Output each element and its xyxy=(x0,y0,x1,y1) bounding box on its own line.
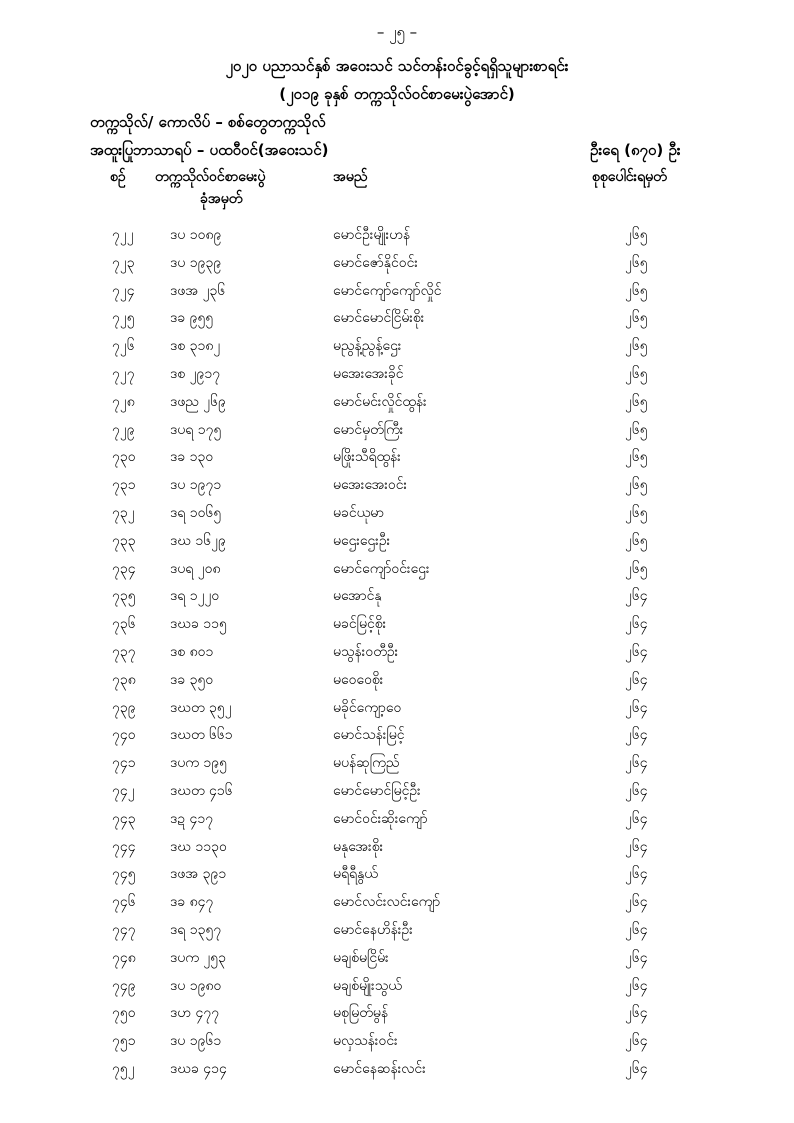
row-number: ၇၃၁ xyxy=(112,477,136,494)
row-number: ၇၅၀ xyxy=(112,1005,136,1022)
roll-number: ဒဍ ၄၁၇ xyxy=(170,810,214,827)
roll-number: ဒပ ၁၉၆၁ xyxy=(170,1033,222,1050)
table-row xyxy=(0,332,794,360)
student-name: မောင်မှတ်ကြီး xyxy=(333,421,404,438)
total-mark: ၂၆၄ xyxy=(625,644,648,660)
total-mark: ၂၆၅ xyxy=(625,227,648,243)
row-number: ၇၃၇ xyxy=(112,644,136,660)
total-mark: ၂၆၄ xyxy=(625,1061,648,1077)
roll-number: ဒဃတ ၃၅၂ xyxy=(170,699,232,716)
total-mark: ၂၆၅ xyxy=(625,477,648,494)
table-row xyxy=(0,721,794,749)
total-mark: ၂၆၅ xyxy=(625,421,648,438)
roll-number: ဒပက ၂၅၃ xyxy=(170,949,227,966)
table-row xyxy=(0,777,794,805)
roll-number: ဒခ ၉၅၅ xyxy=(170,310,214,327)
table-row xyxy=(0,694,794,722)
table-row xyxy=(0,499,794,527)
row-number: ၇၄၉ xyxy=(112,977,136,994)
row-number: ၇၄၂ xyxy=(112,783,135,799)
student-name: မလှသန်းဝင်း xyxy=(333,1033,398,1050)
row-number: ၇၃၂ xyxy=(112,505,135,521)
table-row xyxy=(0,582,794,610)
row-number: ၇၂၉ xyxy=(112,421,135,438)
table-row xyxy=(0,416,794,444)
roll-number: ဒပ ၁၀၈၉ xyxy=(170,227,222,243)
table-row xyxy=(0,304,794,332)
row-number: ၇၅၁ xyxy=(112,1033,136,1050)
row-number: ၇၃၃ xyxy=(112,532,136,549)
total-mark: ၂၆၄ xyxy=(625,755,648,772)
student-name: မောင်မောင်ငြိမ်းစိုး xyxy=(333,310,425,327)
row-number: ၇၄၅ xyxy=(112,866,136,883)
student-name: မောင်ဇော်နိုင်ဝင်း xyxy=(333,254,418,271)
total-mark: ၂၆၄ xyxy=(625,838,648,855)
total-mark: ၂၆၅ xyxy=(625,282,648,299)
student-name: မအောင်နု xyxy=(333,588,382,605)
row-number: ၇၅၂ xyxy=(112,1061,135,1077)
table-row xyxy=(0,1027,794,1055)
table-row xyxy=(0,860,794,888)
university-line: တက္ကသိုလ်/ ကောလိပ် – စစ်တွေတက္ကသိုလ် xyxy=(90,113,326,131)
total-mark: ၂၆၄ xyxy=(625,949,648,966)
row-number: ၇၂၃ xyxy=(112,254,135,271)
student-name: မစုမြတ်မွန် xyxy=(333,1005,389,1022)
total-mark: ၂၆၄ xyxy=(625,1033,648,1050)
row-number: ၇၄၇ xyxy=(112,922,136,938)
student-name: မောင်ဝင်းဆိုးကျော် xyxy=(333,810,428,827)
roll-number: ဒရ ၁၃၅၇ xyxy=(170,922,222,938)
total-mark: ၂၆၅ xyxy=(625,310,648,327)
student-name: မအေးအေးခိုင် xyxy=(333,366,404,382)
roll-number: ဒဖအ ၂၃၆ xyxy=(170,282,226,299)
student-name: မောင်မင်းလှိုင်ထွန်း xyxy=(333,393,427,410)
student-name: မချစ်မငြိမ်း xyxy=(333,949,389,966)
student-name: မခင်မြင့်စိုး xyxy=(333,616,387,633)
roll-number: ဒဃတ ၄၁၆ xyxy=(170,783,233,799)
student-name: မအေးအေးဝင်း xyxy=(333,477,408,494)
header-total-mark: စုစုပေါင်းရမှတ် xyxy=(592,169,667,185)
row-number: ၇၄၄ xyxy=(112,838,136,855)
student-name: မချစ်မျိုးသွယ် xyxy=(333,977,402,994)
roll-number: ဒဃခ ၄၁၄ xyxy=(170,1061,227,1077)
roll-number: ဒပက ၁၉၅ xyxy=(170,755,228,772)
table-row xyxy=(0,249,794,277)
student-name: မောင်လင်းလင်းကျော် xyxy=(333,894,441,911)
roll-number: ဒပရ ၂၀၈ xyxy=(170,560,221,577)
student-name: မောင်ဦးမျိုးဟန် xyxy=(333,227,411,243)
student-name: မညွန့်ညွန့်ဌေး xyxy=(333,338,402,355)
student-name: မရီရီနွယ် xyxy=(333,866,378,883)
table-row xyxy=(0,888,794,916)
table-row xyxy=(0,999,794,1027)
document-subtitle: (၂၀၁၉ ခုနှစ် တက္ကသိုလ်ဝင်စာမေးပွဲအောင်) xyxy=(279,85,515,103)
row-number: ၇၄၃ xyxy=(112,810,136,827)
row-number: ၇၂၄ xyxy=(112,282,135,299)
roll-number: ဒပ ၁၉၈၀ xyxy=(170,977,222,994)
row-number: ၇၂၂ xyxy=(112,227,134,243)
total-mark: ၂၆၄ xyxy=(625,671,648,688)
row-number: ၇၃၄ xyxy=(112,560,136,577)
table-row xyxy=(0,944,794,972)
total-mark: ၂၆၅ xyxy=(625,366,648,382)
total-mark: ၂၆၅ xyxy=(625,393,648,410)
roll-number: ဒခ ၁၃၀ xyxy=(170,449,214,466)
student-name: မဖြိုးသီရိထွန်း xyxy=(333,449,401,466)
roll-number: ဒပ ၁၉၃၉ xyxy=(170,254,222,271)
student-name: မောင်ကျော်ဝင်းဌေး xyxy=(333,560,430,577)
table-row xyxy=(0,972,794,1000)
total-mark: ၂၆၄ xyxy=(625,616,648,633)
table-row xyxy=(0,610,794,638)
total-mark: ၂၆၄ xyxy=(625,727,648,744)
roll-number: ဒဃ ၁၁၃၀ xyxy=(170,838,227,855)
row-number: ၇၃၅ xyxy=(112,588,136,605)
total-mark: ၂၆၅ xyxy=(625,560,648,577)
total-mark: ၂၆၅ xyxy=(625,338,648,355)
row-number: ၇၃၈ xyxy=(112,671,136,688)
student-name: မောင်နေဟိန်းဦး xyxy=(333,922,413,938)
table-row xyxy=(0,388,794,416)
table-row xyxy=(0,916,794,944)
major-line: အထူးပြုဘာသာရပ် – ပထဝီဝင်(အဝေးသင်) xyxy=(90,141,329,159)
roll-number: ဒရ ၁၂၂၀ xyxy=(170,588,220,605)
table-row xyxy=(0,1055,794,1083)
student-name: မောင်ကျော်ကျော်လှိုင် xyxy=(333,282,442,299)
table-row xyxy=(0,221,794,249)
table-row xyxy=(0,749,794,777)
student-name: မောင်မောင်မြင့်ဦး xyxy=(333,783,421,799)
row-number: ၇၃၉ xyxy=(112,699,136,716)
total-mark: ၂၆၄ xyxy=(625,699,648,716)
student-name: မခိုင်ကျော့ဝေ xyxy=(333,699,402,716)
table-row xyxy=(0,360,794,388)
row-number: ၇၄၈ xyxy=(112,949,136,966)
roll-number: ဒဃ ၁၆၂၉ xyxy=(170,532,226,549)
header-roll-number: တက္ကသိုလ်ဝင်စာမေးပွဲ xyxy=(155,169,266,185)
roll-number: ဒစ ၈၀၁ xyxy=(170,644,214,660)
student-name: မသွန်းဝတီဦး xyxy=(333,644,399,660)
table-row xyxy=(0,471,794,499)
table-row xyxy=(0,527,794,555)
total-mark: ၂၆၅ xyxy=(625,449,648,466)
total-mark: ၂၆၄ xyxy=(625,922,648,938)
document-title: ၂၀၂၀ ပညာသင်နှစ် အဝေးသင် သင်တန်းဝင်ခွင့်ရရှိသူများစာရင်း xyxy=(225,57,569,75)
roll-number: ဒစ ၃၁၈၂ xyxy=(170,338,221,355)
roll-number: ဒဖအ ၃၉၁ xyxy=(170,866,227,883)
table-row xyxy=(0,833,794,861)
row-number: ၇၂၅ xyxy=(112,310,135,327)
roll-number: ဒခ ၃၅၀ xyxy=(170,671,214,688)
roll-number: ဒဃတ ၆၆၁ xyxy=(170,727,233,744)
row-number: ၇၄၁ xyxy=(112,755,136,772)
roll-number: ဒပရ ၁၇၅ xyxy=(170,421,222,438)
row-number: ၇၃၀ xyxy=(112,449,136,466)
table-row xyxy=(0,555,794,583)
row-number: ၇၂၆ xyxy=(112,338,135,355)
row-number: ၇၂၇ xyxy=(112,366,135,382)
total-mark: ၂၆၄ xyxy=(625,810,648,827)
header-roll-number-line2: ခုံအမှတ် xyxy=(200,191,243,207)
header-no: စဉ် xyxy=(110,169,126,185)
student-name: မဝေဝေစိုး xyxy=(333,671,384,688)
total-mark: ၂၆၄ xyxy=(625,894,648,911)
total-mark: ၂၆၅ xyxy=(625,532,648,549)
total-mark: ၂၆၄ xyxy=(625,1005,648,1022)
roll-number: ဒဃခ ၁၁၅ xyxy=(170,616,227,633)
total-count: ဦးရေ (၈၇၀) ဦး xyxy=(590,141,681,159)
header-name: အမည် xyxy=(333,169,368,185)
student-name: မဌေးဌေးဦး xyxy=(333,532,391,549)
roll-number: ဒဖည ၂၆၉ xyxy=(170,393,226,410)
total-mark: ၂၆၄ xyxy=(625,783,648,799)
roll-number: ဒဟ ၄၇၇ xyxy=(170,1005,220,1022)
table-row xyxy=(0,443,794,471)
table-row xyxy=(0,666,794,694)
roll-number: ဒရ ၁၀၆၅ xyxy=(170,505,222,521)
roll-number: ဒပ ၁၉၇၁ xyxy=(170,477,222,494)
table-row xyxy=(0,638,794,666)
student-name: မပန်ဆုကြည် xyxy=(333,755,400,772)
student-name: မောင်နေဆန်းလင်း xyxy=(333,1061,426,1077)
roll-number: ဒခ ၈၄၇ xyxy=(170,894,214,911)
total-mark: ၂၆၅ xyxy=(625,254,648,271)
table-row xyxy=(0,277,794,305)
total-mark: ၂၆၄ xyxy=(625,866,648,883)
table-row xyxy=(0,805,794,833)
row-number: ၇၄၆ xyxy=(112,894,136,911)
total-mark: ၂၆၄ xyxy=(625,588,648,605)
page-number: – ၂၅ – xyxy=(376,23,418,41)
student-name: မခင်ယုမာ xyxy=(333,505,384,521)
row-number: ၇၄၀ xyxy=(112,727,136,744)
row-number: ၇၂၈ xyxy=(112,393,135,410)
student-name: မနုအေးစိုး xyxy=(333,838,384,855)
roll-number: ဒစ ၂၉၁၇ xyxy=(170,366,221,382)
student-name: မောင်သန်းမြင့် xyxy=(333,727,405,744)
total-mark: ၂၆၅ xyxy=(625,505,648,521)
total-mark: ၂၆၄ xyxy=(625,977,648,994)
row-number: ၇၃၆ xyxy=(112,616,136,633)
